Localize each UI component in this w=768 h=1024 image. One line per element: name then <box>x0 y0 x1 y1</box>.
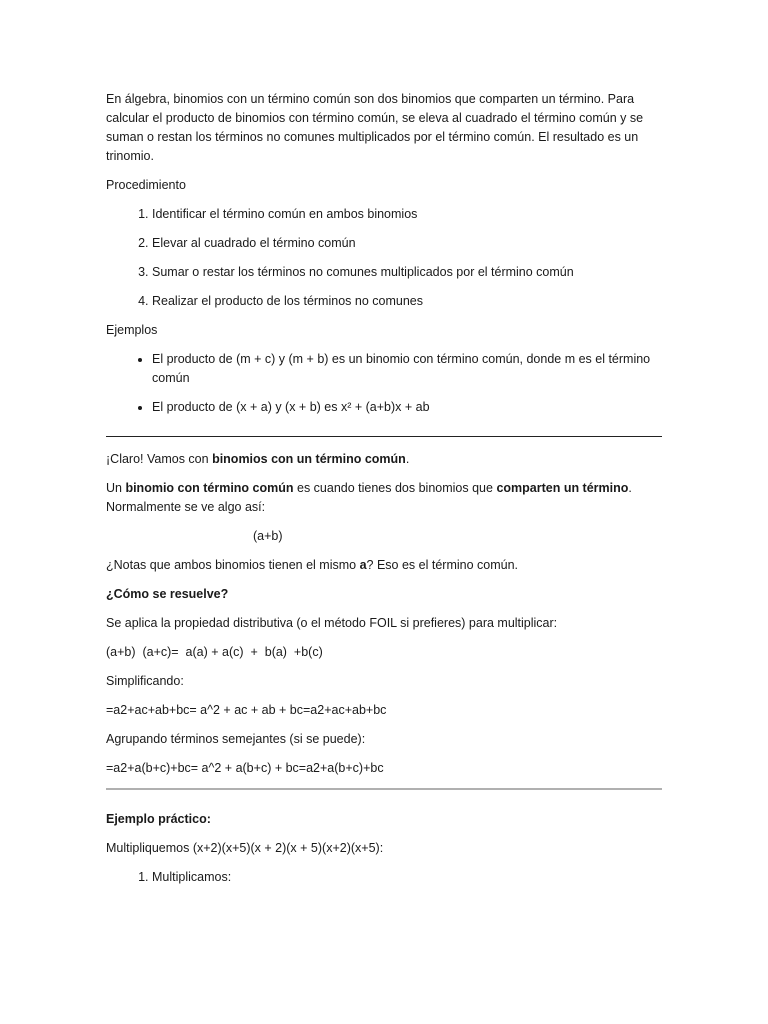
definition-text: es cuando tienes dos binomios que <box>293 481 497 495</box>
practice-step: 1. Multiplicamos: <box>152 868 662 887</box>
procedure-step: 2. Elevar al cuadrado el término común <box>152 234 662 253</box>
procedure-heading: Procedimiento <box>106 178 186 192</box>
como-heading <box>106 585 662 604</box>
notas-text: ¿Notas que ambos binomios tienen el mismo <box>106 558 360 572</box>
claro-bold: binomios con un término común <box>212 452 406 466</box>
horizontal-rule-gray <box>106 788 662 790</box>
grouped-formula: =a2+a(b+c)+bc= a^2 + a(b+c) + bc=a2+a(b+c)+bc <box>106 761 384 775</box>
document-page <box>106 90 662 897</box>
agrupando-label: Agrupando términos semejantes (si se puede): <box>106 732 366 746</box>
procedure-step: 1. Identificar el término común en ambos binomios <box>152 205 662 224</box>
notas-bold: a <box>359 558 367 572</box>
intro-paragraph: En álgebra, binomios con un término común son dos binomios que comparten un término. Para calcular el producto de binomios con término común, se eleva al cuadrado el término común y se suman o restan los términos no comunes multiplicados por el término común. El resultado es un trinomio. <box>106 92 644 163</box>
procedure-step: 4. Realizar el producto de los términos no comunes <box>152 292 662 311</box>
centered-formula: (a+b) <box>253 529 283 543</box>
ejemplo-heading-text: Ejemplo práctico: <box>106 812 211 826</box>
claro-suffix: . <box>405 452 410 466</box>
definition-text: Un <box>106 481 126 495</box>
claro-prefix: ¡Claro! Vamos con <box>106 452 213 466</box>
procedure-step: 3. Sumar o restar los términos no comunes multiplicados por el término común <box>152 263 662 282</box>
simplified-formula: =a2+ac+ab+bc= a^2 + ac + ab + bc=a2+ac+ab+bc <box>106 703 387 717</box>
distributive-paragraph: Se aplica la propiedad distributiva (o el método FOIL si prefieres) para multiplicar: <box>106 616 558 630</box>
expansion-formula: (a+b) (a+c)= a(a) + a(c) + b(a) +b(c) <box>106 645 323 659</box>
example-item: • El producto de (x + a) y (x + b) es x² + (a+b)x + ab <box>152 398 662 417</box>
definition-paragraph <box>106 479 662 517</box>
procedure-list <box>106 205 662 311</box>
definition-bold: comparten un término <box>496 481 629 495</box>
como-heading-text: ¿Cómo se resuelve? <box>106 587 229 601</box>
example-item: • El producto de (m + c) y (m + b) es un binomio con término común, donde m es el término común <box>152 350 662 388</box>
examples-heading: Ejemplos <box>106 323 158 337</box>
notas-paragraph <box>106 556 662 575</box>
claro-paragraph <box>106 450 662 469</box>
simplificando-label: Simplificando: <box>106 674 184 688</box>
definition-text: . Normalmente se ve algo así: <box>106 481 632 514</box>
practice-steps <box>106 868 662 887</box>
definition-bold: binomio con término común <box>125 481 294 495</box>
ejemplo-heading <box>106 810 662 829</box>
horizontal-rule <box>106 436 662 437</box>
multipliquemos-paragraph: Multipliquemos (x+2)(x+5)(x + 2)(x + 5)(x+2)(x+5): <box>106 841 384 855</box>
notas-text: ? Eso es el término común. <box>366 558 519 572</box>
examples-list <box>106 350 662 417</box>
